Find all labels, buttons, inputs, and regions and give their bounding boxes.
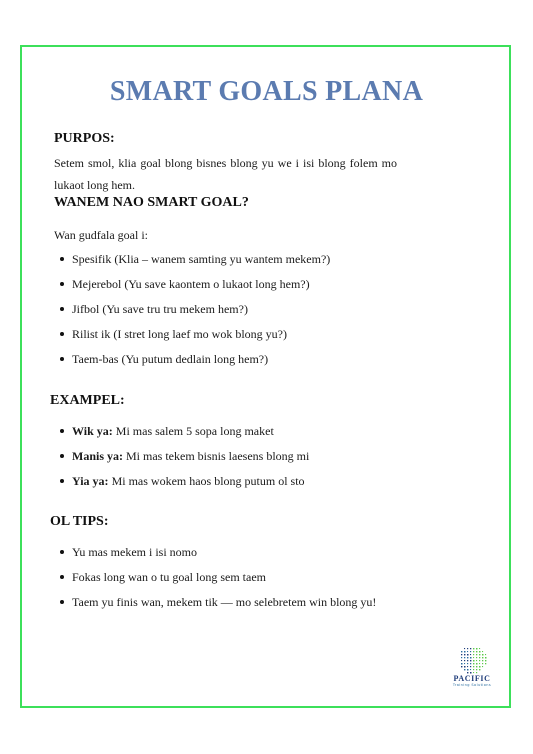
logo-dot xyxy=(464,669,465,670)
tips-list xyxy=(56,544,376,619)
logo-dot xyxy=(470,663,471,664)
logo-dot xyxy=(479,669,480,670)
list-item xyxy=(56,448,309,473)
logo-dot xyxy=(473,657,474,658)
logo-dot xyxy=(470,654,471,655)
logo-dot xyxy=(476,666,477,667)
page-title: SMART GOALS PLANA xyxy=(109,76,424,107)
list-item: Yu mas mekem i isi nomo xyxy=(56,544,376,569)
logo-dot xyxy=(470,666,471,667)
logo-dot xyxy=(461,666,462,667)
logo-dot xyxy=(467,666,468,667)
example-label: Wik ya: xyxy=(72,424,113,438)
logo-dot xyxy=(476,660,477,661)
wanem-intro: Wan gudfala goal i: xyxy=(54,228,149,242)
logo-dot xyxy=(473,648,474,649)
logo-dot xyxy=(467,669,469,671)
logo-subtitle: Training Solutions xyxy=(452,683,492,687)
logo-dot xyxy=(473,672,474,673)
purpos-text: Setem smol, klia goal blong bisnes blong yu we i isi blong folem mo lukaot long hem. xyxy=(54,156,397,192)
logo-dot xyxy=(482,654,484,656)
logo-dot xyxy=(467,660,468,661)
logo-dot xyxy=(464,657,465,658)
logo-dot xyxy=(482,660,483,661)
logo-name: PACIFIC xyxy=(453,674,491,683)
list-item: Taem-bas (Yu putum dedlain long hem?) xyxy=(56,351,330,376)
logo-dot xyxy=(470,657,472,659)
list-item xyxy=(56,473,309,498)
logo-dot xyxy=(467,648,468,649)
logo-dot xyxy=(476,669,477,670)
logo-dot xyxy=(470,669,471,670)
logo-dot xyxy=(476,654,477,655)
logo-dot xyxy=(473,669,474,670)
logo-dot xyxy=(473,654,474,655)
purpos-heading: PURPOS: xyxy=(54,131,115,146)
logo-dot xyxy=(479,657,480,658)
exampel-heading: EXAMPEL: xyxy=(50,393,125,408)
logo-dot xyxy=(479,651,481,653)
logo-dot xyxy=(479,654,480,655)
example-list xyxy=(56,423,309,498)
logo-dot xyxy=(464,648,465,649)
logo-dot xyxy=(461,654,462,655)
tree-dots-icon xyxy=(455,644,489,674)
logo-dot xyxy=(482,657,483,658)
logo-dot xyxy=(464,654,465,655)
logo-dot xyxy=(473,666,474,667)
logo-dot xyxy=(467,651,468,652)
logo-dot xyxy=(482,666,483,667)
logo-dot xyxy=(473,663,474,664)
logo-dot xyxy=(473,660,475,662)
logo-dot xyxy=(461,657,462,658)
tips-heading: OL TIPS: xyxy=(50,514,109,529)
logo-dot xyxy=(464,666,466,668)
smart-criteria-list xyxy=(56,251,330,376)
logo-dot xyxy=(461,663,463,665)
wanem-heading: WANEM NAO SMART GOAL? xyxy=(54,195,249,210)
logo-dot xyxy=(485,660,486,661)
logo-dot xyxy=(464,660,465,661)
list-item: Rilist ik (I stret long laef mo wok blong yu?) xyxy=(56,326,330,351)
example-text: Mi mas wokem haos blong putum ol sto xyxy=(108,474,305,488)
logo-dot xyxy=(479,663,480,664)
list-item xyxy=(56,423,309,448)
logo-dot xyxy=(485,654,486,655)
logo-dot xyxy=(482,663,483,664)
logo-dot xyxy=(467,657,468,658)
list-item: Fokas long wan o tu goal long sem taem xyxy=(56,569,376,594)
list-item: Mejerebol (Yu save kaontem o lukaot long hem?) xyxy=(56,276,330,301)
logo-dot xyxy=(482,651,483,652)
list-item: Spesifik (Klia – wanem samting yu wantem mekem?) xyxy=(56,251,330,276)
logo-dot xyxy=(467,654,469,656)
logo-dot xyxy=(464,651,466,653)
logo-dot xyxy=(476,651,477,652)
logo-dot xyxy=(485,657,487,659)
list-item: Taem yu finis wan, mekem tik — mo selebretem win blong yu! xyxy=(56,594,376,619)
example-text: Mi mas tekem bisnis laesens blong mi xyxy=(123,449,310,463)
example-label: Manis ya: xyxy=(72,449,123,463)
logo-dot xyxy=(476,657,477,658)
logo-dot xyxy=(476,648,478,650)
logo-dot xyxy=(470,651,471,652)
logo-dot xyxy=(473,651,474,652)
pacific-logo xyxy=(449,644,495,688)
example-label: Yia ya: xyxy=(72,474,109,488)
logo-dot xyxy=(464,663,465,664)
logo-dot xyxy=(470,660,471,661)
list-item: Jifbol (Yu save tru tru mekem hem?) xyxy=(56,301,330,326)
logo-dot xyxy=(479,666,481,668)
logo-dot xyxy=(479,648,480,649)
logo-dot xyxy=(461,660,462,661)
logo-dot xyxy=(467,663,468,664)
logo-dot xyxy=(479,660,480,661)
example-text: Mi mas salem 5 sopa long maket xyxy=(112,424,274,438)
logo-dot xyxy=(461,651,462,652)
logo-dot xyxy=(476,663,478,665)
logo-dot xyxy=(470,648,471,649)
logo-dot xyxy=(485,663,486,664)
